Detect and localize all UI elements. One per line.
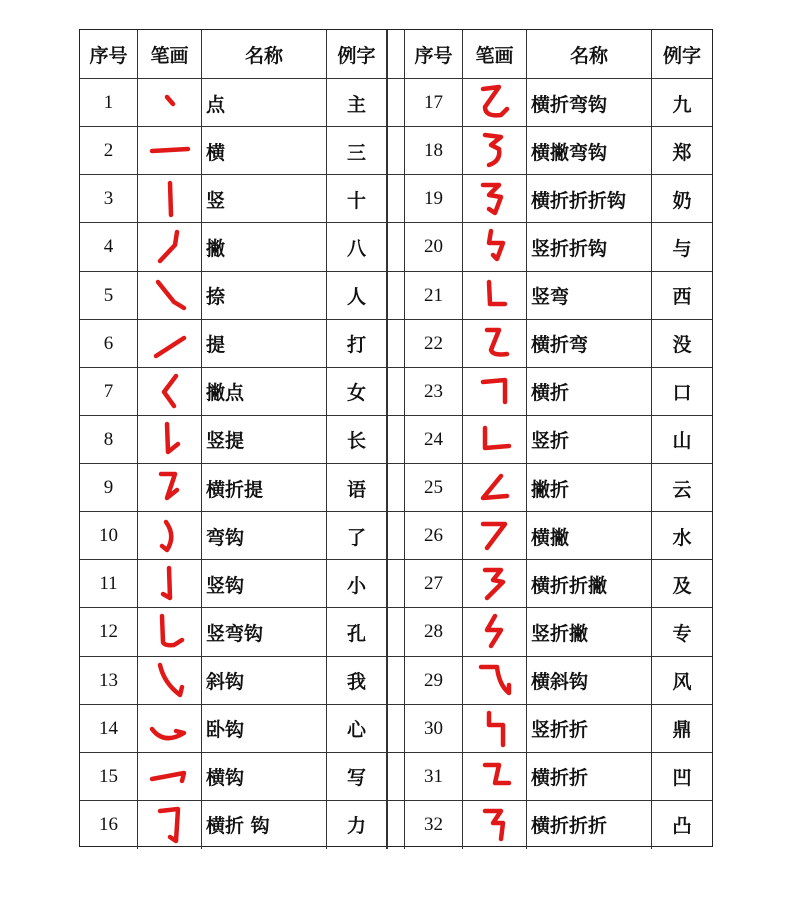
stroke-name: 竖钩 (202, 560, 327, 608)
stroke-name: 横折 钩 (202, 801, 327, 849)
stroke-cell (463, 272, 527, 320)
row-number: 2 (80, 127, 138, 175)
row-number: 9 (80, 464, 138, 512)
stroke-cell (138, 657, 202, 705)
row-number: 22 (405, 320, 463, 368)
row-number: 31 (405, 753, 463, 801)
table-row (80, 607, 712, 656)
row-number: 25 (405, 464, 463, 512)
example-char: 了 (327, 512, 387, 560)
table-row (80, 415, 712, 464)
row-number: 19 (405, 175, 463, 223)
stroke-cell (463, 512, 527, 560)
row-number: 7 (80, 368, 138, 416)
row-number: 16 (80, 801, 138, 849)
wangou-stroke-icon (150, 516, 190, 556)
stroke-cell (463, 223, 527, 271)
dian-stroke-icon (150, 83, 190, 123)
hengzhezhezhegou-stroke-icon (475, 179, 515, 219)
stroke-cell (463, 127, 527, 175)
header-num-right: 序号 (405, 30, 463, 78)
na-stroke-icon (150, 276, 190, 316)
row-number: 1 (80, 79, 138, 127)
table-row (80, 367, 712, 416)
heng-stroke-icon (150, 131, 190, 171)
column-divider (387, 30, 405, 78)
example-char: 与 (672, 237, 692, 260)
example-char: 写 (327, 753, 387, 801)
shu-stroke-icon (150, 179, 190, 219)
stroke-name: 竖 (202, 175, 327, 223)
example-char: 云 (672, 478, 692, 501)
stroke-name: 提 (202, 320, 327, 368)
column-divider (387, 416, 405, 464)
example-char: 小 (327, 560, 387, 608)
table-row (80, 78, 712, 127)
column-divider (387, 560, 405, 608)
row-number: 17 (405, 79, 463, 127)
stroke-name: 横折提 (202, 464, 327, 512)
table-row (80, 126, 712, 175)
example-char: 十 (327, 175, 387, 223)
example-char: 西 (672, 286, 692, 309)
stroke-name: 竖折折钩 (527, 223, 652, 271)
stroke-cell (463, 368, 527, 416)
shuzhepie-stroke-icon (475, 612, 515, 652)
pie-stroke-icon (150, 227, 190, 267)
hengzhezhe-stroke-icon (475, 757, 515, 797)
example-char: 主 (327, 79, 387, 127)
stroke-cell (463, 801, 527, 849)
header-num-left: 序号 (80, 30, 138, 78)
example-char: 九 (672, 93, 692, 116)
table-row (80, 174, 712, 223)
example-char: 口 (672, 382, 692, 405)
example-char: 长 (327, 416, 387, 464)
example-char: 山 (672, 430, 692, 453)
table-row (80, 800, 712, 849)
hengzhegou-stroke-icon (150, 805, 190, 845)
hengxiegou-stroke-icon (475, 661, 515, 701)
row-number: 32 (405, 801, 463, 849)
stroke-name: 横斜钩 (527, 657, 652, 705)
row-number: 11 (80, 560, 138, 608)
table-row (80, 559, 712, 608)
stroke-name: 横折折 (527, 753, 652, 801)
example-char: 专 (672, 622, 692, 645)
example-char: 我 (327, 657, 387, 705)
stroke-name: 撇 (202, 223, 327, 271)
stroke-cell (138, 416, 202, 464)
stroke-cell (138, 801, 202, 849)
stroke-cell (138, 512, 202, 560)
xiegou-stroke-icon (150, 661, 190, 701)
table-row (80, 222, 712, 271)
shuzhezhegou-stroke-icon (475, 227, 515, 267)
shuzhezhe-stroke-icon (475, 709, 515, 749)
stroke-cell (138, 560, 202, 608)
row-number: 6 (80, 320, 138, 368)
stroke-cell (463, 320, 527, 368)
stroke-name: 弯钩 (202, 512, 327, 560)
column-divider (387, 608, 405, 656)
table-row (80, 463, 712, 512)
henggou-stroke-icon (150, 757, 190, 797)
example-char: 孔 (327, 608, 387, 656)
example-char: 三 (327, 127, 387, 175)
table-row (80, 704, 712, 753)
shuzhe-stroke-icon (475, 420, 515, 460)
column-divider (387, 320, 405, 368)
stroke-cell (138, 320, 202, 368)
example-char: 人 (327, 272, 387, 320)
stroke-name: 撇折 (527, 464, 652, 512)
row-number: 24 (405, 416, 463, 464)
stroke-name: 横撇 (527, 512, 652, 560)
hengzhewangou-stroke-icon (475, 83, 515, 123)
stroke-cell (463, 416, 527, 464)
header-name-left: 名称 (202, 30, 327, 78)
column-divider (387, 175, 405, 223)
stroke-cell (463, 657, 527, 705)
hengpie-stroke-icon (475, 516, 515, 556)
stroke-cell (463, 464, 527, 512)
wogou-stroke-icon (150, 709, 190, 749)
stroke-name: 竖折折 (527, 705, 652, 753)
stroke-cell (138, 753, 202, 801)
stroke-name: 横折弯钩 (527, 79, 652, 127)
piedian-stroke-icon (150, 372, 190, 412)
stroke-cell (138, 368, 202, 416)
example-char: 八 (327, 223, 387, 271)
row-number: 4 (80, 223, 138, 271)
column-divider (387, 223, 405, 271)
stroke-table (79, 29, 713, 847)
example-char: 凸 (672, 815, 692, 838)
column-divider (387, 657, 405, 705)
row-number: 28 (405, 608, 463, 656)
stroke-cell (138, 79, 202, 127)
stroke-name: 卧钩 (202, 705, 327, 753)
row-number: 30 (405, 705, 463, 753)
column-divider (387, 464, 405, 512)
row-number: 15 (80, 753, 138, 801)
piezhe-stroke-icon (475, 468, 515, 508)
stroke-cell (138, 272, 202, 320)
example-char: 郑 (672, 141, 692, 164)
column-divider (387, 512, 405, 560)
row-number: 26 (405, 512, 463, 560)
example-char: 及 (672, 574, 692, 597)
column-divider (387, 705, 405, 753)
table-header-row (80, 30, 712, 78)
example-char: 打 (327, 320, 387, 368)
example-char: 语 (327, 464, 387, 512)
header-name-right: 名称 (527, 30, 652, 78)
hengzhewan-stroke-icon (475, 324, 515, 364)
stroke-cell (138, 705, 202, 753)
hengpiewangou-stroke-icon (475, 131, 515, 171)
stroke-name: 撇点 (202, 368, 327, 416)
stroke-name: 竖提 (202, 416, 327, 464)
hengzhe-stroke-icon (475, 372, 515, 412)
header-stroke-right: 笔画 (463, 30, 527, 78)
stroke-name: 点 (202, 79, 327, 127)
shuti-stroke-icon (150, 420, 190, 460)
stroke-cell (138, 608, 202, 656)
stroke-name: 横 (202, 127, 327, 175)
row-number: 10 (80, 512, 138, 560)
table-row (80, 752, 712, 801)
column-divider (387, 801, 405, 849)
column-divider (387, 368, 405, 416)
stroke-cell (463, 79, 527, 127)
row-number: 5 (80, 272, 138, 320)
row-number: 23 (405, 368, 463, 416)
header-stroke-left: 笔画 (138, 30, 202, 78)
stroke-cell (463, 753, 527, 801)
stroke-name: 横折折撇 (527, 560, 652, 608)
shuwangou-stroke-icon (150, 612, 190, 652)
row-number: 21 (405, 272, 463, 320)
hengzhezhezhe-stroke-icon (475, 805, 515, 845)
table-row (80, 319, 712, 368)
hengzheti-stroke-icon (150, 468, 190, 508)
stroke-name: 横钩 (202, 753, 327, 801)
stroke-name: 竖弯钩 (202, 608, 327, 656)
stroke-name: 横撇弯钩 (527, 127, 652, 175)
example-char: 力 (327, 801, 387, 849)
table-row (80, 271, 712, 320)
stroke-cell (138, 127, 202, 175)
row-number: 18 (405, 127, 463, 175)
stroke-cell (138, 175, 202, 223)
row-number: 13 (80, 657, 138, 705)
row-number: 20 (405, 223, 463, 271)
stroke-name: 斜钩 (202, 657, 327, 705)
hengzhezhepie-stroke-icon (475, 564, 515, 604)
header-example-left: 例字 (327, 30, 387, 78)
header-example-right: 例字 (662, 44, 701, 67)
stroke-name: 横折折折 (527, 801, 652, 849)
stroke-cell (463, 175, 527, 223)
stroke-cell (138, 464, 202, 512)
column-divider (387, 79, 405, 127)
row-number: 29 (405, 657, 463, 705)
stroke-name: 横折 (527, 368, 652, 416)
example-char: 鼎 (672, 719, 692, 742)
ti-stroke-icon (150, 324, 190, 364)
row-number: 27 (405, 560, 463, 608)
stroke-cell (138, 223, 202, 271)
row-number: 14 (80, 705, 138, 753)
stroke-name: 竖折 (527, 416, 652, 464)
stroke-cell (463, 705, 527, 753)
example-char: 心 (327, 705, 387, 753)
stroke-cell (463, 560, 527, 608)
table-row (80, 656, 712, 705)
column-divider (387, 127, 405, 175)
example-char: 凹 (672, 767, 692, 790)
shuwan-stroke-icon (475, 276, 515, 316)
column-divider (387, 272, 405, 320)
example-char: 水 (672, 526, 692, 549)
stroke-name: 竖折撇 (527, 608, 652, 656)
column-divider (387, 753, 405, 801)
stroke-name: 捺 (202, 272, 327, 320)
example-char: 奶 (672, 189, 692, 212)
row-number: 12 (80, 608, 138, 656)
example-char: 风 (672, 671, 692, 694)
table-row (80, 511, 712, 560)
row-number: 8 (80, 416, 138, 464)
stroke-cell (463, 608, 527, 656)
shugou-stroke-icon (150, 564, 190, 604)
row-number: 3 (80, 175, 138, 223)
stroke-name: 横折弯 (527, 320, 652, 368)
stroke-name: 竖弯 (527, 272, 652, 320)
stroke-name: 横折折折钩 (527, 175, 652, 223)
example-char: 女 (327, 368, 387, 416)
example-char: 没 (672, 334, 692, 357)
